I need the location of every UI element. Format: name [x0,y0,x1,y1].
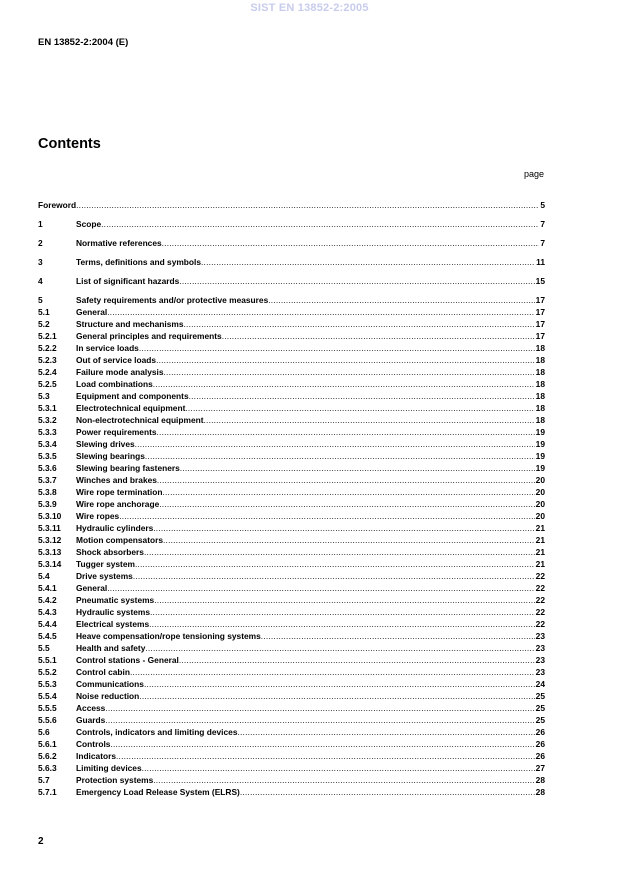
toc-entry[interactable] [38,486,545,498]
toc-leader-dots [142,762,535,774]
toc-entry[interactable] [38,237,545,249]
toc-entry[interactable] [38,378,545,390]
toc-entry-title: Load combinations [76,379,153,389]
page-number: 2 [38,836,44,847]
toc-leader-dots [179,275,534,287]
toc-leader-dots [107,582,534,594]
toc-entry-number: 5.6 [38,727,50,737]
toc-entry-page: 18 [535,379,545,389]
toc-entry-title: Terms, definitions and symbols [76,257,202,267]
toc-entry-title: Indicators [76,751,117,761]
toc-entry-page: 25 [535,715,545,725]
toc-entry-title: Slewing bearings [76,451,145,461]
toc-entry-number: 3 [38,257,43,267]
toc-leader-dots [133,570,535,582]
page-title: Contents [38,136,101,152]
toc-entry[interactable] [38,714,545,726]
toc-leader-dots [159,498,534,510]
toc-entry-title: Limiting devices [76,763,142,773]
toc-entry-title: Noise reduction [76,691,140,701]
toc-entry[interactable] [38,666,545,678]
toc-entry[interactable] [38,606,545,618]
toc-entry[interactable] [38,558,545,570]
toc-leader-dots [240,786,535,798]
toc-entry-title: Winches and brakes [76,475,157,485]
toc-leader-dots [184,318,535,330]
toc-entry[interactable] [38,199,545,211]
toc-entry-number: 5.2.3 [38,355,57,365]
toc-entry-page: 18 [535,367,545,377]
toc-entry-page: 22 [535,583,545,593]
toc-entry-title: Slewing bearing fasteners [76,463,180,473]
toc-entry[interactable] [38,582,545,594]
toc-entry-number: 5.3.2 [38,415,57,425]
toc-entry-title: Electrotechnical equipment [76,403,186,413]
toc-entry-number: 5.5.6 [38,715,57,725]
toc-entry-page: 28 [535,775,545,785]
toc-entry-number: 5.1 [38,307,50,317]
toc-entry[interactable] [38,330,545,342]
toc-entry-page: 17 [535,331,545,341]
toc-entry-page: 26 [535,727,545,737]
toc-entry[interactable] [38,522,545,534]
toc-entry-title: Protection systems [76,775,154,785]
toc-leader-dots [105,702,534,714]
toc-entry-number: 5.5.1 [38,655,57,665]
toc-entry[interactable] [38,546,545,558]
toc-entry[interactable] [38,618,545,630]
toc-entry-number: 2 [38,238,43,248]
toc-entry[interactable] [38,534,545,546]
toc-entry-page: 20 [535,475,545,485]
watermark: SIST EN 13852-2:2005 [250,2,369,14]
toc-entry-page: 18 [535,355,545,365]
toc-leader-dots [101,218,539,230]
toc-entry-number: 5.3.10 [38,511,62,521]
toc-entry-number: 5.2.2 [38,343,57,353]
toc-entry-number: 5.5 [38,643,50,653]
toc-entry-title: General principles and requirements [76,331,222,341]
toc-entry[interactable] [38,702,545,714]
toc-entry-page: 25 [535,691,545,701]
toc-entry[interactable] [38,630,545,642]
toc-leader-dots [135,438,535,450]
toc-entry-page: 17 [535,307,545,317]
toc-leader-dots [162,237,540,249]
toc-entry-title: Safety requirements and/or protective measures [76,295,269,305]
toc-leader-dots [156,354,535,366]
toc-leader-dots [162,486,534,498]
toc-entry[interactable] [38,642,545,654]
toc-entry-number: 5.5.4 [38,691,57,701]
toc-entry-number: 5.3 [38,391,50,401]
toc-entry-page: 27 [535,763,545,773]
toc-leader-dots [157,474,535,486]
toc-entry-number: 5.2 [38,319,50,329]
toc-entry-page: 19 [535,427,545,437]
toc-leader-dots [153,378,535,390]
toc-entry-title: Out of service loads [76,355,157,365]
toc-entry[interactable] [38,474,545,486]
toc-entry-title: Control stations - General [76,655,179,665]
toc-entry-title: Wire rope termination [76,487,163,497]
toc-entry-number: 5.3.3 [38,427,57,437]
toc-entry-title: Normative references [76,238,162,248]
toc-entry-page: 23 [535,655,545,665]
toc-entry[interactable] [38,738,545,750]
toc-entry-page: 23 [535,667,545,677]
toc-leader-dots [180,462,535,474]
toc-entry-page: 21 [535,559,545,569]
toc-entry-number: 5.2.1 [38,331,57,341]
toc-entry[interactable] [38,678,545,690]
toc-entry[interactable] [38,750,545,762]
toc-entry-title: Equipment and components [76,391,189,401]
toc-entry-title: Guards [76,715,106,725]
toc-leader-dots [204,414,535,426]
toc-entry-title: List of significant hazards [76,276,180,286]
toc-entry-page: 26 [535,739,545,749]
toc-entry-title: Wire rope anchorage [76,499,160,509]
toc-entry-page: 7 [540,238,545,248]
toc-entry-page: 20 [535,487,545,497]
toc-entry-number: 5.3.9 [38,499,57,509]
toc-entry-page: 17 [535,295,545,305]
toc-entry-title: Pneumatic systems [76,595,155,605]
toc-entry[interactable] [38,762,545,774]
toc-entry-title: General [76,307,108,317]
toc-entry[interactable] [38,414,545,426]
toc-entry[interactable] [38,342,545,354]
toc-entry-title: Health and safety [76,643,146,653]
toc-leader-dots [116,750,535,762]
toc-leader-dots [237,726,534,738]
toc-entry-page: 21 [535,547,545,557]
toc-leader-dots [107,306,534,318]
toc-entry-number: 5.2.5 [38,379,57,389]
toc-entry[interactable] [38,426,545,438]
toc-entry-page: 18 [535,415,545,425]
toc-entry[interactable] [38,256,545,268]
toc-entry[interactable] [38,498,545,510]
toc-leader-dots [153,522,534,534]
toc-entry-page: 18 [535,343,545,353]
toc-leader-dots [179,654,535,666]
toc-leader-dots [222,330,535,342]
toc-entry-number: 5.4.4 [38,619,57,629]
toc-entry-page: 20 [535,511,545,521]
toc-entry-title: Hydraulic cylinders [76,523,154,533]
toc-leader-dots [144,678,535,690]
toc-leader-dots [130,666,535,678]
toc-leader-dots [110,738,534,750]
toc-entry-page: 22 [535,619,545,629]
toc-entry[interactable] [38,306,545,318]
toc-entry-page: 18 [535,391,545,401]
toc-entry-title: General [76,583,108,593]
toc-entry-number: 5.5.5 [38,703,57,713]
toc-entry-title: Wire ropes [76,511,120,521]
toc-entry-number: 5.4 [38,571,50,581]
toc-leader-dots [201,256,535,268]
toc-entry-title: Tugger system [76,559,135,569]
toc-entry-number: 5.6.3 [38,763,57,773]
toc-entry-number: 5.3.1 [38,403,57,413]
toc-leader-dots [119,510,534,522]
toc-leader-dots [139,342,535,354]
toc-entry[interactable] [38,510,545,522]
toc-entry-number: 5.4.1 [38,583,57,593]
toc-entry-number: 5.3.14 [38,559,62,569]
page-column-label: page [523,169,544,179]
toc-entry[interactable] [38,354,545,366]
toc-entry[interactable] [38,690,545,702]
toc-leader-dots [163,534,535,546]
toc-entry-title: Drive systems [76,571,133,581]
toc-entry[interactable] [38,654,545,666]
toc-entry-title: Slewing drives [76,439,135,449]
toc-entry-number: 5.7 [38,775,50,785]
toc-entry-page: 19 [535,463,545,473]
toc-entry-page: 19 [535,451,545,461]
toc-entry-number: 5.6.2 [38,751,57,761]
toc-entry-page: 23 [535,631,545,641]
toc-entry-page: 24 [535,679,545,689]
toc-leader-dots [135,558,535,570]
table-of-contents [38,199,545,798]
toc-leader-dots [261,630,535,642]
toc-entry[interactable] [38,275,545,287]
toc-entry-page: 18 [535,403,545,413]
toc-entry-page: 28 [535,787,545,797]
toc-leader-dots [157,426,535,438]
toc-leader-dots [164,366,535,378]
toc-entry-page: 19 [535,439,545,449]
toc-entry-page: 5 [540,200,545,210]
toc-entry-number: 5.4.3 [38,607,57,617]
toc-entry-title: Motion compensators [76,535,164,545]
toc-leader-dots [185,402,534,414]
toc-entry-number: 5.5.2 [38,667,57,677]
toc-entry-page: 21 [535,523,545,533]
toc-entry[interactable] [38,450,545,462]
toc-entry-page: 26 [535,751,545,761]
toc-entry-number: 1 [38,219,43,229]
toc-entry[interactable] [38,294,545,306]
toc-entry-number: 5.3.11 [38,523,61,533]
toc-entry-title: Scope [76,219,102,229]
toc-entry-title: Foreword [38,200,77,210]
toc-entry[interactable] [38,462,545,474]
toc-entry[interactable] [38,774,545,786]
toc-entry[interactable] [38,390,545,402]
toc-entry-page: 7 [540,219,545,229]
toc-entry-page: 15 [535,276,545,286]
toc-entry[interactable] [38,402,545,414]
toc-entry-title: Electrical systems [76,619,150,629]
toc-leader-dots [144,546,535,558]
toc-entry[interactable] [38,786,545,798]
toc-entry-page: 11 [536,257,545,267]
toc-entry-number: 5.3.12 [38,535,62,545]
toc-leader-dots [105,714,534,726]
toc-entry-number: 5 [38,295,43,305]
toc-entry-page: 22 [535,607,545,617]
toc-entry-number: 5.3.7 [38,475,57,485]
toc-entry-page: 22 [535,571,545,581]
toc-entry-title: In service loads [76,343,139,353]
toc-leader-dots [145,450,535,462]
document-id: EN 13852-2:2004 (E) [38,37,129,48]
toc-entry-title: Emergency Load Release System (ELRS) [76,787,240,797]
toc-leader-dots [149,618,535,630]
toc-entry-title: Power requirements [76,427,157,437]
toc-entry-page: 22 [535,595,545,605]
toc-entry-number: 5.3.6 [38,463,57,473]
toc-entry-number: 5.6.1 [38,739,57,749]
toc-entry-number: 5.3.4 [38,439,57,449]
toc-leader-dots [150,606,535,618]
toc-entry-title: Structure and mechanisms [76,319,184,329]
toc-leader-dots [189,390,535,402]
toc-leader-dots [268,294,534,306]
toc-entry-title: Heave compensation/rope tensioning systems [76,631,261,641]
toc-entry-page: 23 [535,643,545,653]
toc-entry-title: Control cabin [76,667,130,677]
toc-entry-page: 21 [535,535,545,545]
toc-entry-number: 5.3.5 [38,451,57,461]
toc-entry-number: 5.4.2 [38,595,57,605]
toc-entry[interactable] [38,318,545,330]
toc-leader-dots [139,690,534,702]
toc-entry-title: Non-electrotechnical equipment [76,415,204,425]
toc-entry-title: Communications [76,679,144,689]
toc-entry-page: 17 [535,319,545,329]
toc-leader-dots [145,642,534,654]
toc-entry[interactable] [38,366,545,378]
toc-entry[interactable] [38,438,545,450]
toc-leader-dots [76,199,539,211]
toc-entry-page: 20 [535,499,545,509]
toc-entry-number: 5.7.1 [38,787,57,797]
toc-entry-number: 5.4.5 [38,631,57,641]
toc-entry-number: 5.2.4 [38,367,57,377]
toc-entry-title: Failure mode analysis [76,367,164,377]
toc-entry-title: Access [76,703,106,713]
toc-entry[interactable] [38,594,545,606]
toc-entry[interactable] [38,218,545,230]
toc-entry-number: 5.3.8 [38,487,57,497]
toc-entry-title: Shock absorbers [76,547,144,557]
toc-entry-number: 5.3.13 [38,547,62,557]
toc-leader-dots [154,594,534,606]
toc-entry-title: Controls [76,739,111,749]
toc-entry-title: Hydraulic systems [76,607,151,617]
toc-entry[interactable] [38,726,545,738]
toc-entry-title: Controls, indicators and limiting devices [76,727,238,737]
toc-leader-dots [153,774,534,786]
toc-entry-number: 5.5.3 [38,679,57,689]
toc-entry-number: 4 [38,276,43,286]
toc-entry[interactable] [38,570,545,582]
toc-entry-page: 25 [535,703,545,713]
